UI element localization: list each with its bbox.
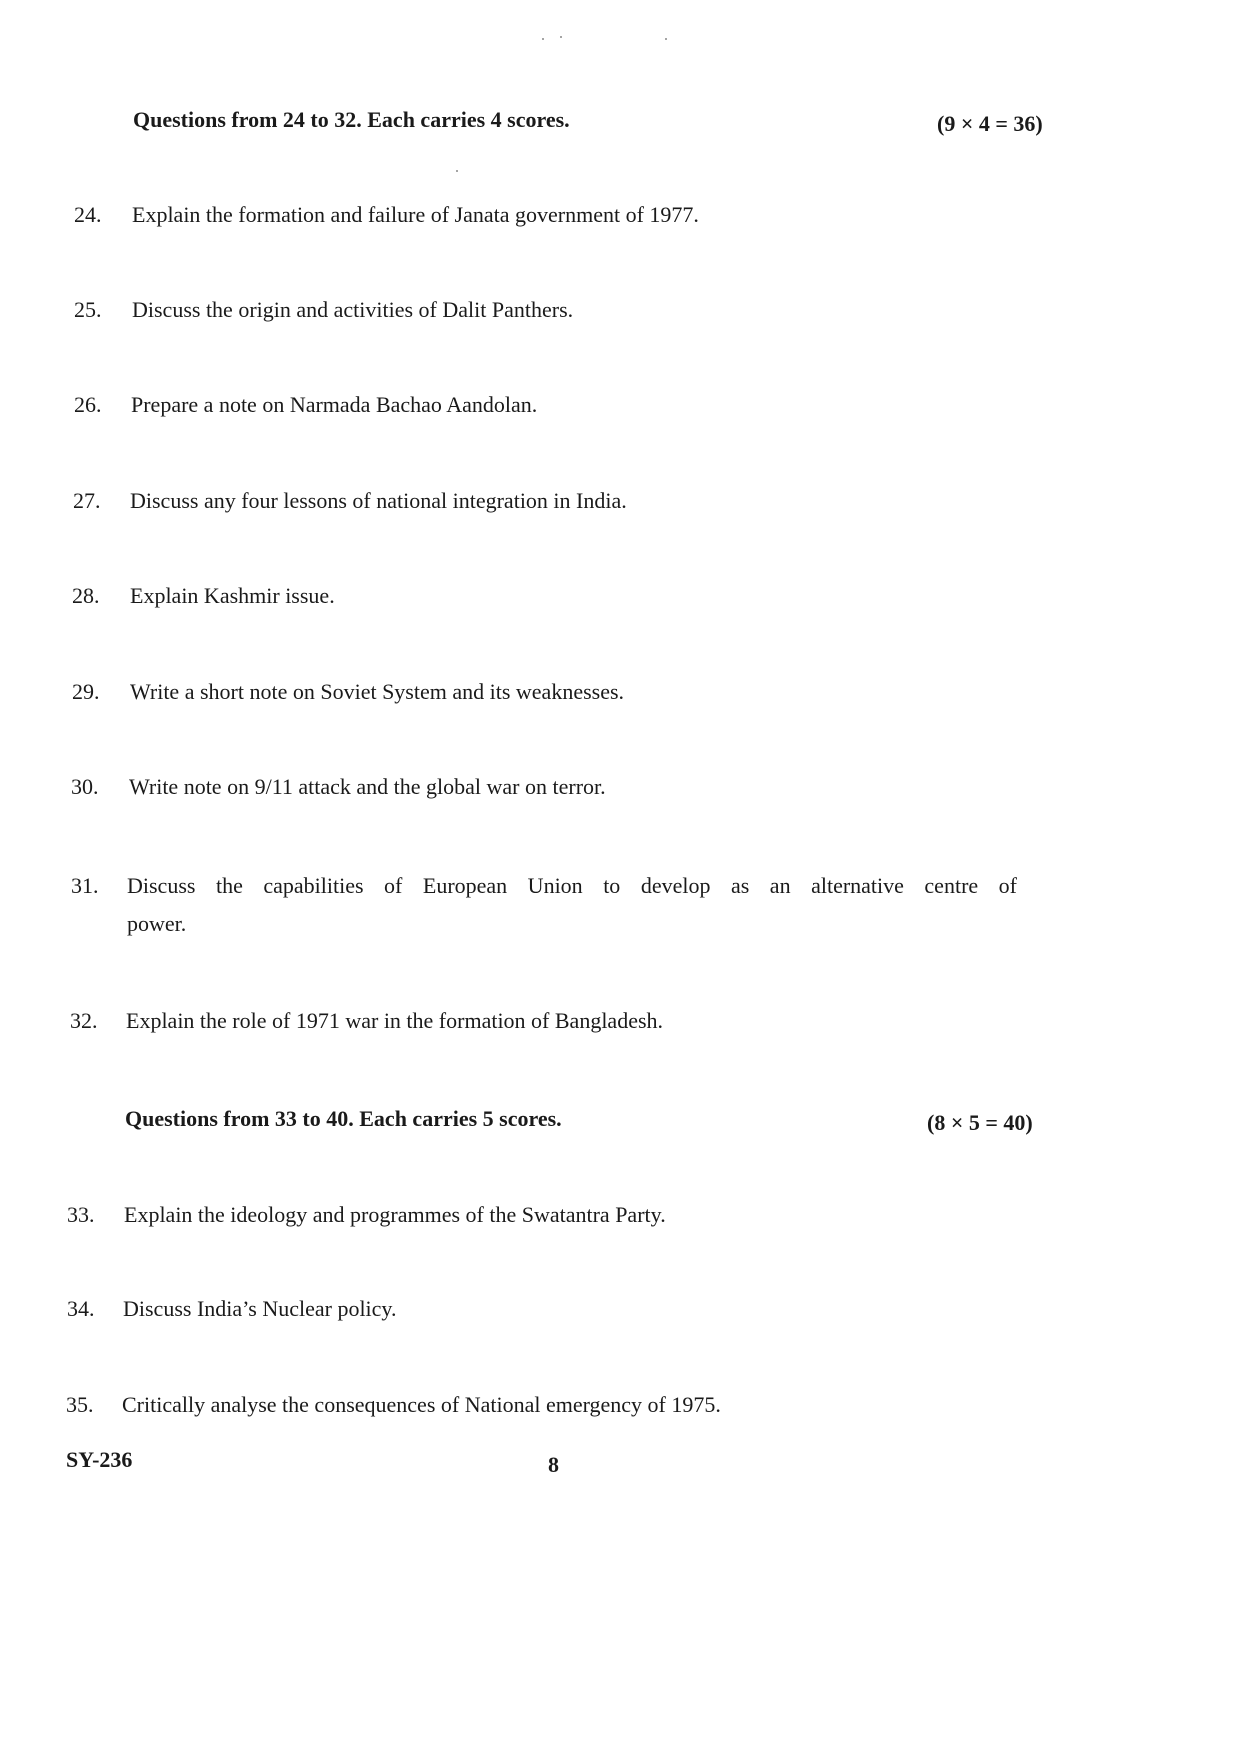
question-text: Write note on 9/11 attack and the global war on terror. — [129, 774, 606, 799]
section-a-heading: Questions from 24 to 32. Each carries 4 scores. — [133, 107, 570, 132]
question-30 — [71, 768, 971, 808]
question-28 — [72, 577, 972, 617]
question-31 — [71, 867, 1031, 947]
question-number: 29. — [72, 679, 100, 704]
question-number: 34. — [67, 1296, 95, 1321]
paper-code: SY-236 — [66, 1447, 133, 1472]
question-text: Explain the formation and failure of Janata government of 1977. — [132, 202, 699, 227]
question-33 — [67, 1196, 967, 1236]
question-29 — [72, 673, 972, 713]
question-number: 28. — [72, 583, 100, 608]
question-number: 24. — [74, 202, 102, 227]
question-text: Discuss India’s Nuclear policy. — [123, 1296, 397, 1321]
question-text: Discuss the origin and activities of Dalit Panthers. — [132, 297, 574, 322]
question-number: 30. — [71, 774, 99, 799]
question-24 — [74, 196, 974, 236]
question-number: 33. — [67, 1202, 95, 1227]
section-b-score: (8 × 5 = 40) — [927, 1110, 1033, 1135]
scan-speck — [456, 170, 458, 172]
question-text-continued: power. — [127, 911, 187, 936]
question-27 — [73, 482, 973, 522]
question-number: 26. — [74, 392, 102, 417]
scan-speck — [542, 38, 544, 40]
question-text: Explain the ideology and programmes of the Swatantra Party. — [124, 1202, 666, 1227]
question-number: 31. — [71, 873, 99, 898]
section-a-score: (9 × 4 = 36) — [937, 111, 1043, 136]
question-number: 32. — [70, 1008, 98, 1033]
question-32 — [70, 1002, 970, 1042]
question-25 — [74, 291, 974, 331]
question-26 — [74, 386, 974, 426]
question-text: Discuss the capabilities of European Union to develop as an alternative centre of — [127, 873, 1017, 898]
question-number: 35. — [66, 1392, 94, 1417]
page-number: 8 — [548, 1452, 559, 1477]
question-35 — [66, 1386, 966, 1426]
question-text: Prepare a note on Narmada Bachao Aandolan. — [131, 392, 538, 417]
question-text: Explain Kashmir issue. — [130, 583, 335, 608]
scan-speck — [560, 36, 562, 38]
section-b-heading: Questions from 33 to 40. Each carries 5 scores. — [125, 1106, 562, 1131]
question-number: 27. — [73, 488, 101, 513]
question-number: 25. — [74, 297, 102, 322]
question-34 — [67, 1290, 967, 1330]
scan-speck — [665, 38, 667, 40]
question-text: Explain the role of 1971 war in the formation of Bangladesh. — [126, 1008, 664, 1033]
question-text: Critically analyse the consequences of National emergency of 1975. — [122, 1392, 721, 1417]
question-text: Write a short note on Soviet System and its weaknesses. — [130, 679, 625, 704]
question-text: Discuss any four lessons of national integration in India. — [130, 488, 627, 513]
